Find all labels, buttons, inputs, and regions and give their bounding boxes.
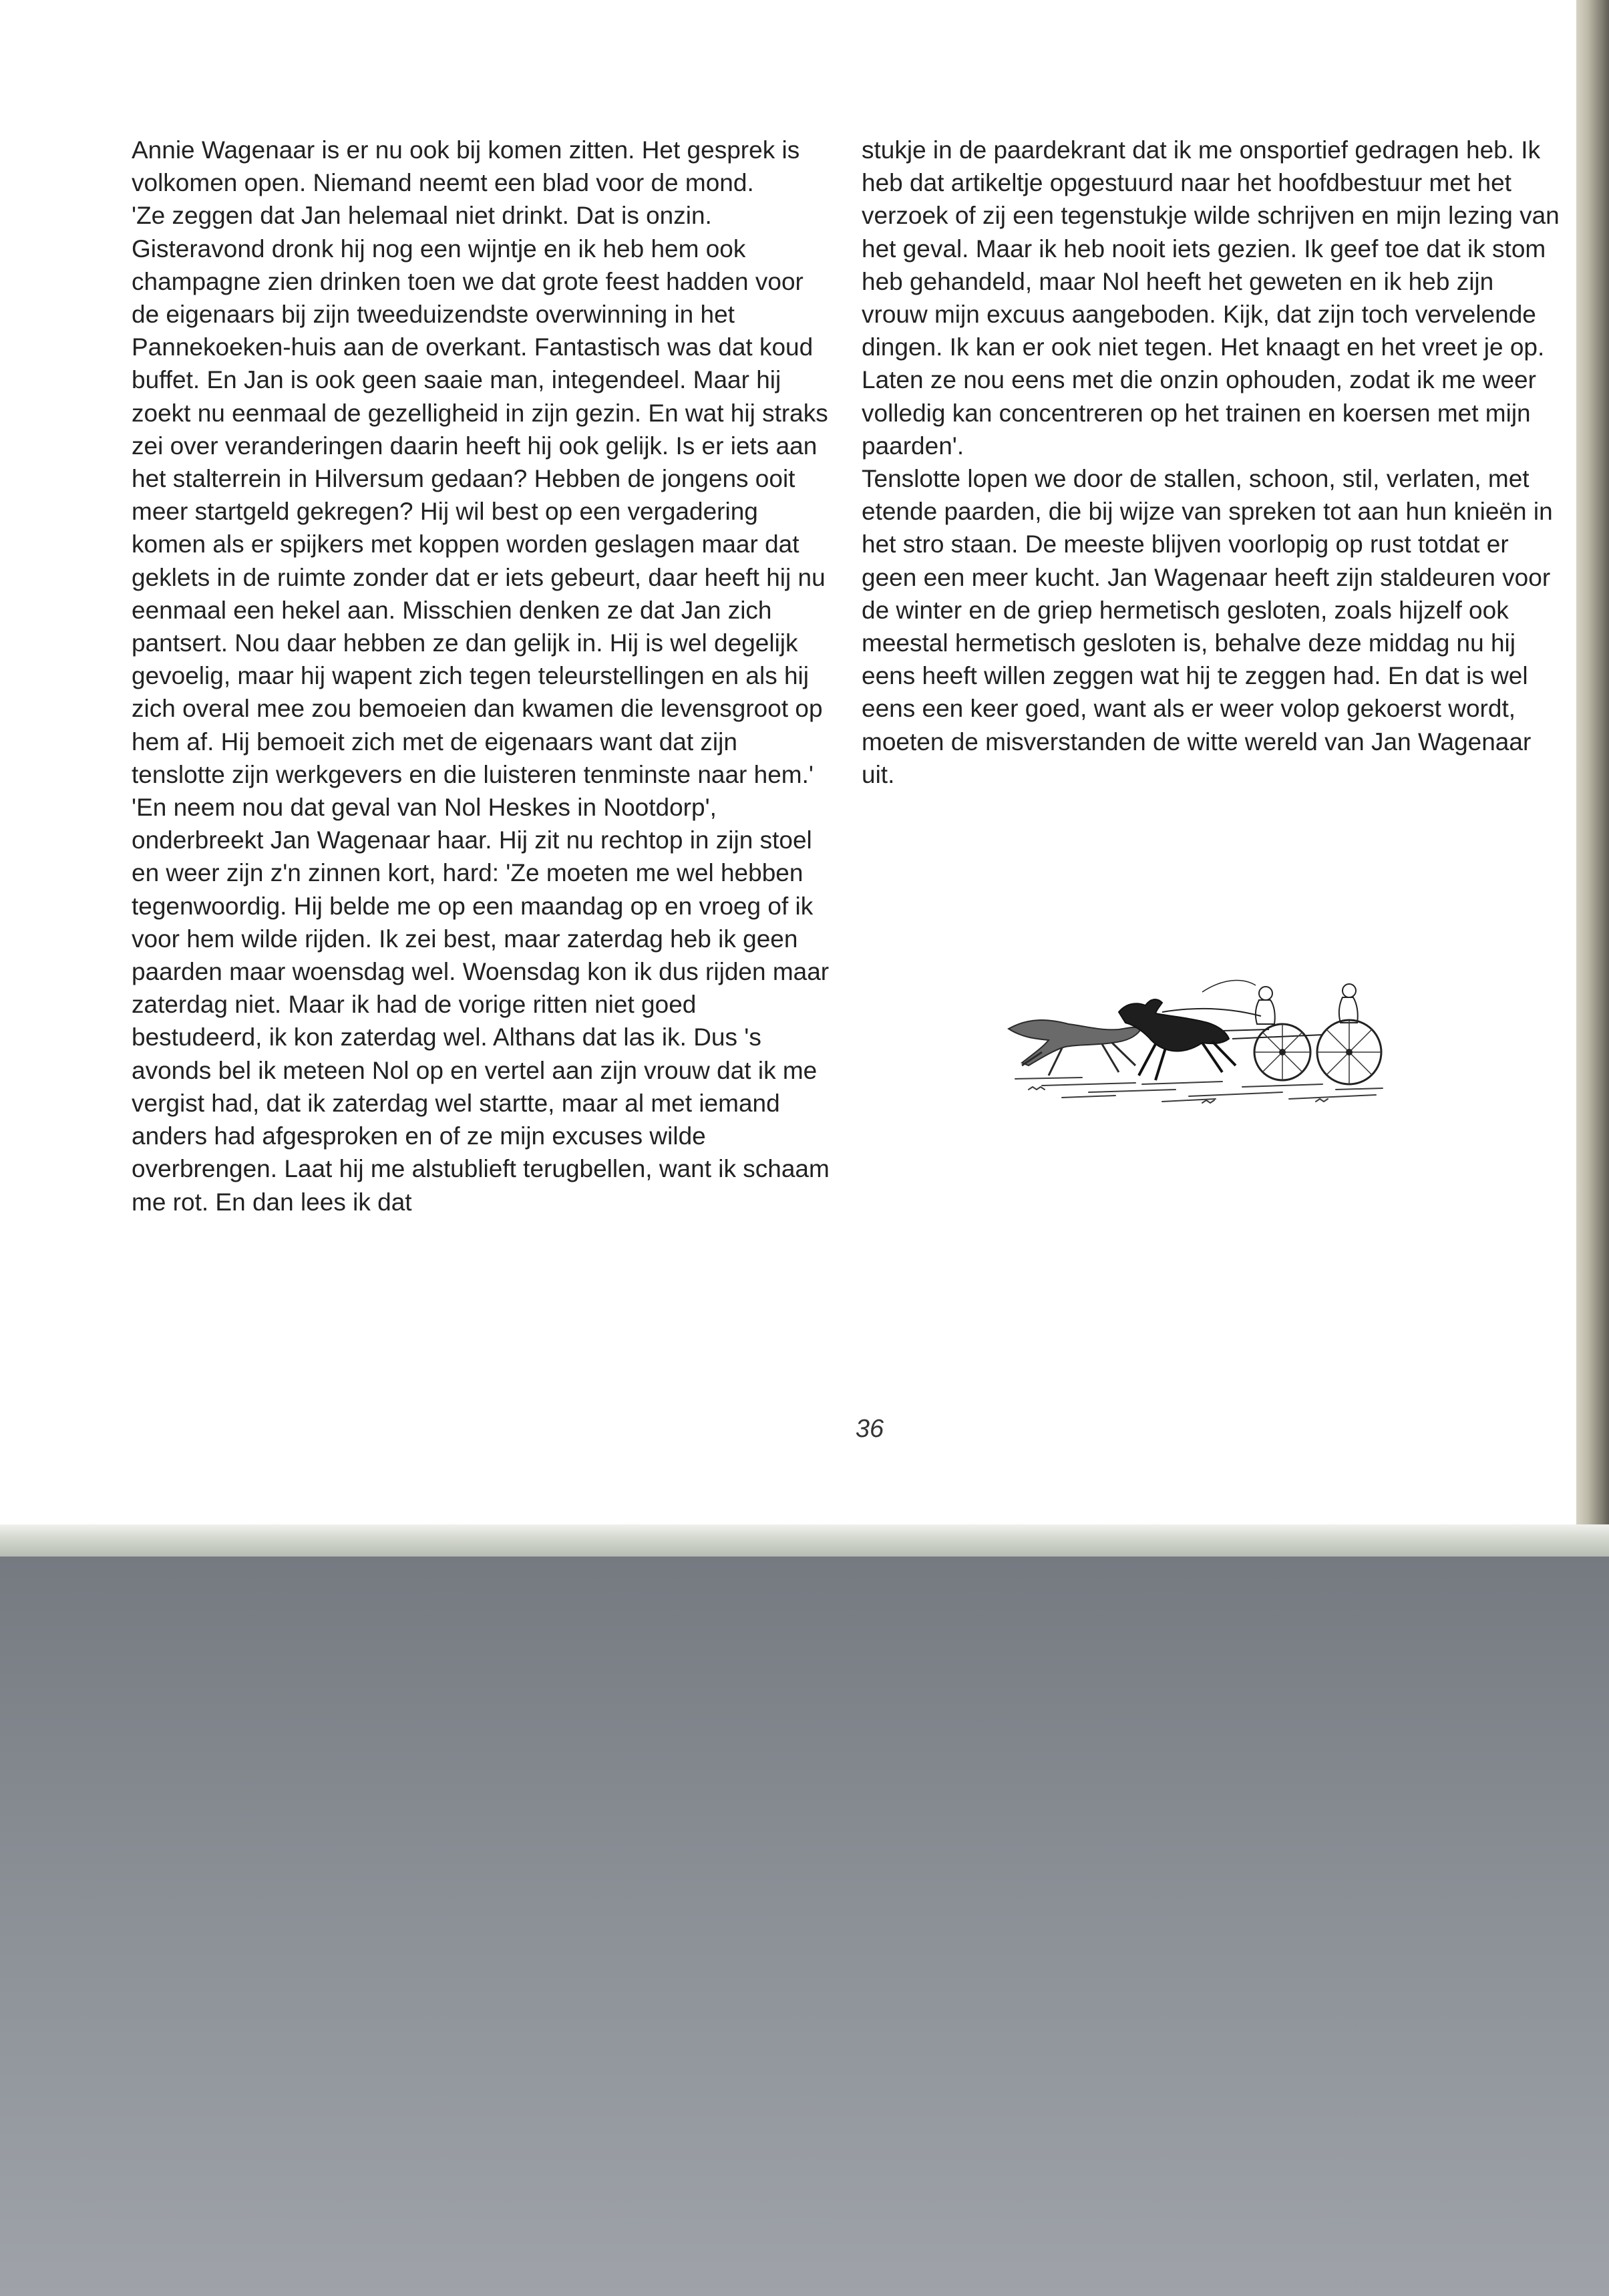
- paragraph: Tenslotte lopen we door de stallen, schoon, stil, verlaten, met etende paarden, die bij wijze van spreken tot aan hun knieën in het stro staan. De meeste blijven voorlopig op rust totdat er geen een meer kucht. Jan Wagenaar heeft zijn staldeuren voor de winter en de griep hermetisch gesloten, zoals hijzelf ook meestal hermetisch gesloten is, behalve deze middag nu hij eens heeft willen zeggen wat hij te zeggen had. En dat is wel eens een keer goed, want als er weer volop gekoerst wordt, moeten de misverstanden de witte wereld van Jan Wagenaar uit.: [862, 465, 1553, 788]
- left-text-column: [132, 134, 833, 1218]
- paragraph: 'En neem nou dat geval van Nol Heskes in Nootdorp', onderbreekt Jan Wagenaar haar. Hij zit nu rechtop in zijn stoel en weer zijn z'n zinnen kort, hard: 'Ze moeten me wel hebben tegenwoordig. Hij belde me op een maandag op en vroeg of ik voor hem wilde rijden. Ik zei best, maar zaterdag heb ik geen paarden maar woensdag wel. Woensdag kon ik dus rijden maar zaterdag niet. Maar ik had de vorige ritten niet goed bestudeerd, ik kon zaterdag wel. Althans dat las ik. Dus 's avonds bel ik meteen Nol op en vertel aan zijn vrouw dat ik me vergist had, dat ik zaterdag wel startte, maar al met iemand anders had afgesproken en of ze mijn excuses wilde overbrengen. Laat hij me alstublieft terugbellen, want ik schaam me rot. En dan lees ik dat: [132, 794, 830, 1216]
- paragraph: Annie Wagenaar is er nu ook bij komen zitten. Het gesprek is volkomen open. Niemand neemt een blad voor de mond.: [132, 136, 800, 197]
- paragraph: stukje in de paardekrant dat ik me onsportief gedragen heb. Ik heb dat artikeltje opgestuurd naar het hoofdbestuur met het verzoek of zij een tegenstukje wilde schrijven en mijn lezing van het geval. Maar ik heb nooit iets gezien. Ik geef toe dat ik stom heb gehandeld, maar Nol heeft het geweten en ik heb zijn vrouw mijn excuus aangeboden. Kijk, dat zijn toch vervelende dingen. Ik kan er ook niet tegen. Het knaagt en het vreet je op. Laten ze nou eens met die onzin ophouden, zodat ik me weer volledig kan concentreren op het trainen en koersen met mijn paarden'.: [862, 136, 1560, 460]
- book-cover-edge: [0, 1524, 1609, 1556]
- harness-racing-illustration: [1002, 965, 1389, 1116]
- right-text-column: [862, 134, 1563, 791]
- book-page-edge: [1576, 0, 1609, 1556]
- scanner-background: [0, 1556, 1609, 2296]
- paragraph: 'Ze zeggen dat Jan helemaal niet drinkt. Dat is onzin. Gisteravond dronk hij nog een wijntje en ik heb hem ook champagne zien drinken toen we dat grote feest hadden voor de eigenaars bij zijn tweeduizendste overwinning in het Pannekoeken-huis aan de overkant. Fantastisch was dat koud buffet. En Jan is ook geen saaie man, integendeel. Maar hij zoekt nu eenmaal de gezelligheid in zijn gezin. En wat hij straks zei over veranderingen daarin heeft hij ook gelijk. Is er iets aan het stalterrein in Hilversum gedaan? Hebben de jongens ooit meer startgeld gekregen? Hij wil best op een vergadering komen als er spijkers met koppen worden geslagen maar dat geklets in de ruimte zonder dat er iets gebeurt, daar heeft hij nu eenmaal een hekel aan. Misschien denken ze dat Jan zich pantsert. Nou daar hebben ze dan gelijk in. Hij is wel degelijk gevoelig, maar hij wapent zich tegen teleurstellingen en als hij zich overal mee zou bemoeien dan kwamen die levensgroot op hem af. Hij bemoeit zich met de eigenaars want dat zijn tenslotte zijn werkgevers en die luisteren tenminste naar hem.': [132, 202, 828, 788]
- page-number: 36: [855, 1415, 884, 1443]
